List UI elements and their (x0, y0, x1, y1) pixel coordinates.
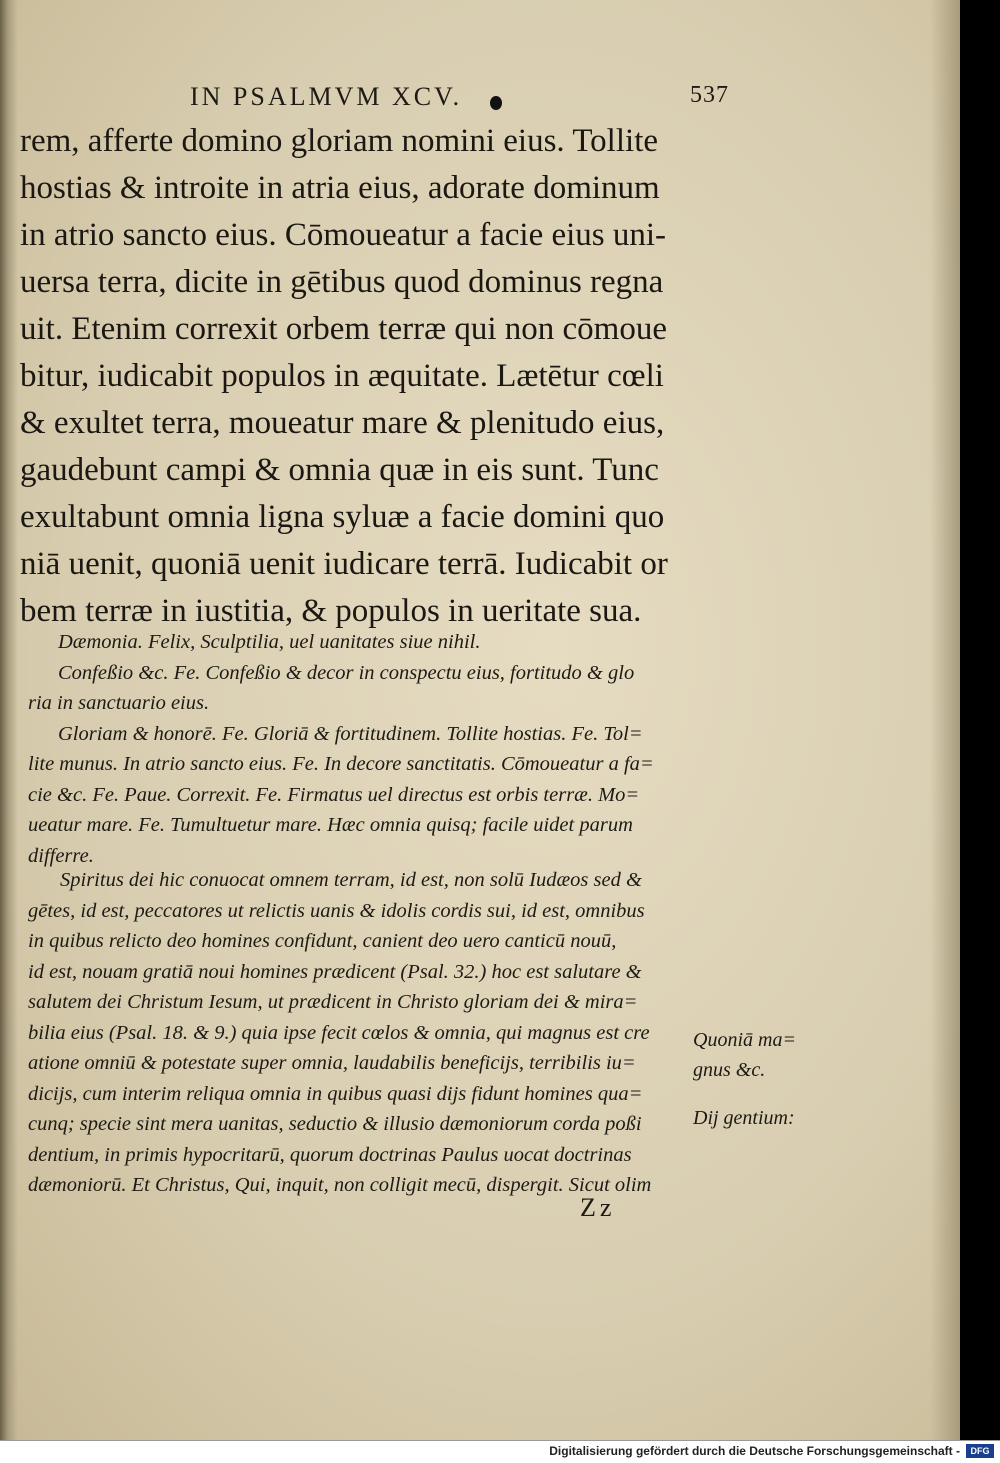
psalm-text (20, 118, 680, 635)
commentary-line: Spiritus dei hic conuocat omnem terram, id est, non solū Iudæos sed & (60, 869, 642, 891)
note-line: lite munus. In atrio sancto eius. Fe. In decore sanctitatis. Cōmoueatur a fa= (28, 753, 654, 775)
note-line: ria in sanctuario eius. (28, 692, 210, 714)
note-line: Gloriam & honorē. Fe. Gloriā & fortitudinem. Tollite hostias. Fe. Tol= (58, 722, 643, 745)
text-line: gaudebunt campi & omnia quæ in eis sunt. Tunc (20, 452, 659, 488)
commentary-text (28, 865, 698, 1201)
margin-note-line: Dij gentium: (693, 1107, 795, 1129)
commentary-line: gētes, id est, peccatores ut relictis uanis & idolis cordis sui, id est, omnibus (28, 899, 645, 922)
text-line: bitur, iudicabit populos in æquitate. Lætētur cœli (20, 358, 664, 394)
margin-note-line: Quoniā ma= (693, 1029, 796, 1051)
note-line: ueatur mare. Fe. Tumultuetur mare. Hæc omnia quisq; facile uidet parum (28, 814, 633, 836)
margin-note-quoniam (693, 1025, 823, 1085)
commentary-line: atione omniū & potestate super omnia, laudabilis beneficijs, terribilis iu= (28, 1052, 636, 1074)
text-line: exultabunt omnia ligna syluæ a facie domini quo (20, 499, 665, 535)
commentary-line: in quibus relicto deo homines confidunt, canient deo uero canticū nouū, (28, 930, 617, 952)
dfg-logo: DFG (966, 1444, 994, 1458)
text-line: rem, afferte domino gloriam nomini eius. Tollite (20, 123, 659, 159)
commentary-line: salutem dei Christum Iesum, ut prædicent in Christo gloriam dei & mira= (28, 991, 638, 1013)
gutter-shadow (0, 0, 18, 1440)
text-line: in atrio sancto eius. Cōmoueatur a facie eius uni- (20, 217, 667, 253)
funding-credit: Digitalisierung gefördert durch die Deutsche Forschungsgemeinschaft - (549, 1444, 960, 1458)
signature-mark: Zz (580, 1193, 616, 1222)
page-number: 537 (690, 82, 729, 108)
note-line: cie &c. Fe. Paue. Correxit. Fe. Firmatus uel directus est orbis terræ. Mo= (28, 783, 640, 806)
page-edge-shade (930, 0, 960, 1440)
scan-border (960, 0, 1000, 1440)
commentary-line: dicijs, cum interim reliqua omnia in quibus quasi dijs fidunt homines qua= (28, 1082, 643, 1105)
commentary-line: dæmoniorū. Et Christus, Qui, inquit, non colligit mecū, dispergit. Sicut olim (28, 1174, 652, 1196)
margin-note-dij-gentium (693, 1103, 823, 1133)
text-line: & exultet terra, moueatur mare & plenitudo eius, (20, 405, 665, 441)
note-line: differre. (28, 844, 94, 867)
text-line: hostias & introite in atria eius, adorate dominum (20, 170, 660, 206)
text-line: bem terræ in iustitia, & populos in ueritate sua. (20, 593, 642, 629)
commentary-line: dentium, in primis hypocritarū, quorum doctrinas Paulus uocat doctrinas (28, 1143, 632, 1166)
text-line: niā uenit, quoniā uenit iudicare terrā. Iudicabit or (20, 546, 668, 582)
note-line: Dæmonia. Felix, Sculptilia, uel uanitates siue nihil. (58, 631, 481, 653)
commentary-line: id est, nouam gratiā noui homines prædicent (Psal. 32.) hoc est salutare & (28, 960, 642, 983)
textual-notes (28, 627, 688, 871)
text-line: uit. Etenim correxit orbem terræ qui non cōmoue (20, 311, 667, 347)
ink-dot (490, 96, 502, 110)
commentary-line: cunq; specie sint mera uanitas, seductio & illusio dæmoniorum corda poßi (28, 1113, 642, 1135)
funding-footer (0, 1440, 1000, 1463)
note-line: Confeßio &c. Fe. Confeßio & decor in conspectu eius, fortitudo & glo (58, 661, 635, 684)
text-line: uersa terra, dicite in gētibus quod dominus regna (20, 264, 664, 300)
margin-note-line: gnus &c. (693, 1059, 766, 1081)
commentary-line: bilia eius (Psal. 18. & 9.) quia ipse fecit cœlos & omnia, qui magnus est cre (28, 1021, 650, 1044)
running-head: IN PSALMVM XCV. (190, 82, 463, 111)
